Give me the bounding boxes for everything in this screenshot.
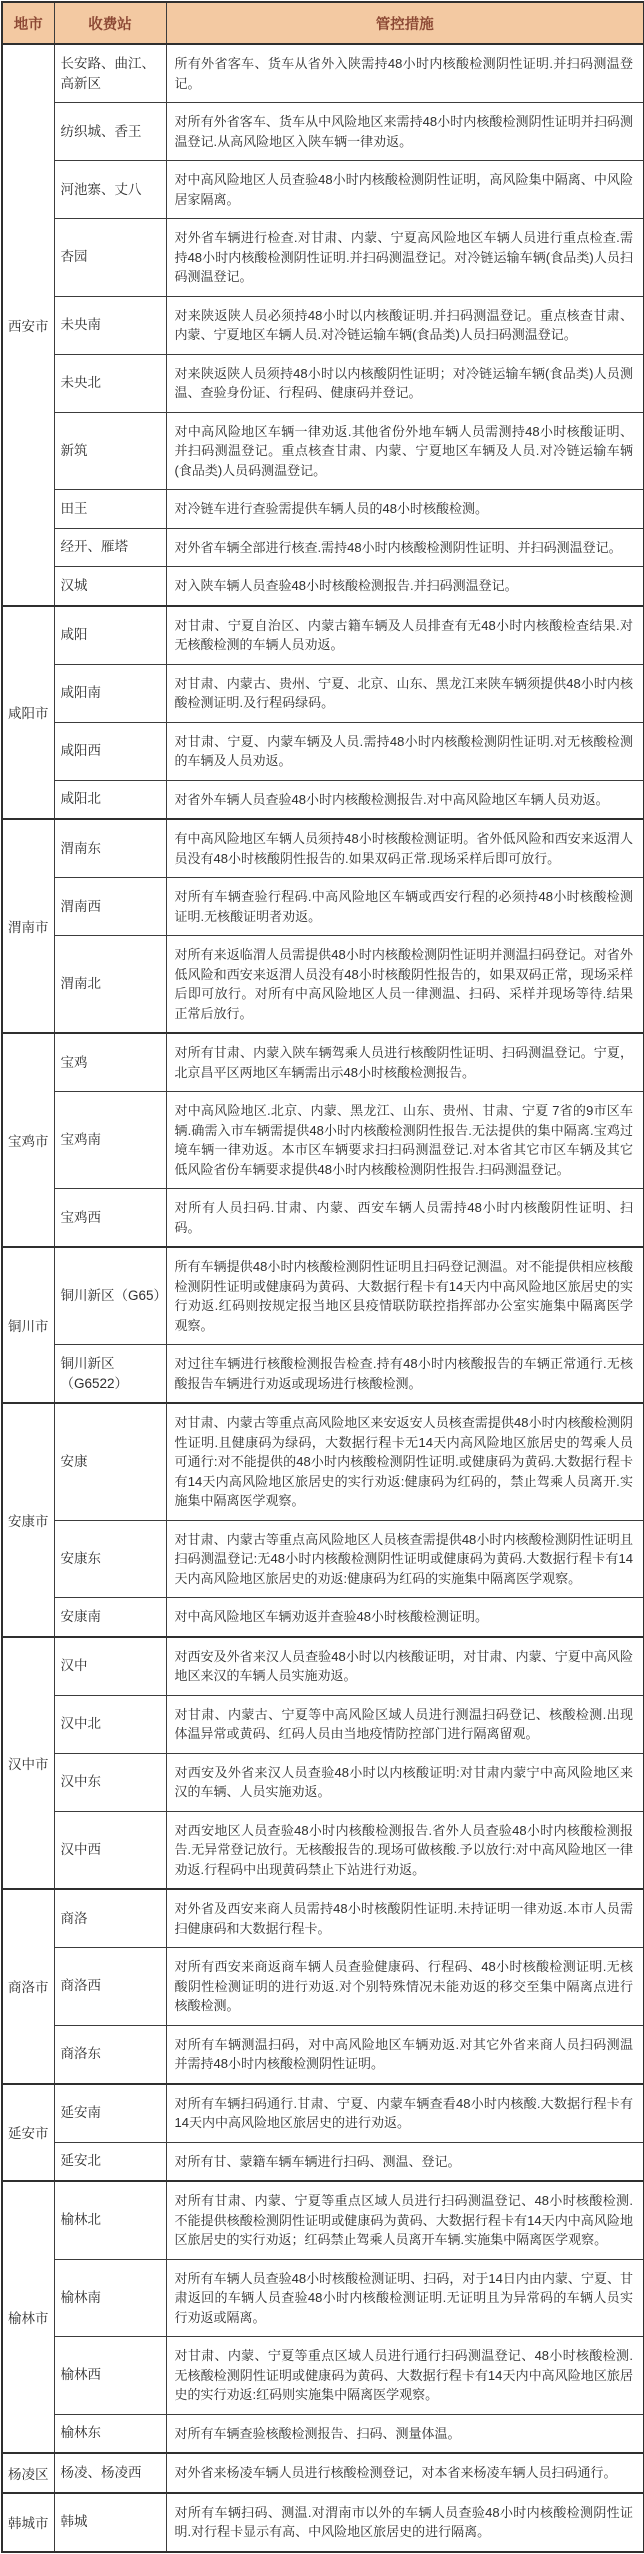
table-row <box>2 2025 644 2084</box>
table-row <box>2 354 644 412</box>
table-row <box>2 1811 644 1889</box>
table-body <box>2 44 644 2552</box>
station-cell: 咸阳南 <box>54 664 166 722</box>
measure-cell: 有中高风险地区车辆人员须持48小时核酸检测证明。省外低风险和西安来返渭人员没有48小时核酸阴性报告的.如果双码正常.现场采样后即可放行。 <box>166 819 644 878</box>
table-row <box>2 296 644 354</box>
table-row <box>2 219 644 297</box>
table-row <box>2 2414 644 2453</box>
city-cell: 延安市 <box>2 2084 54 2182</box>
city-cell: 渭南市 <box>2 819 54 1033</box>
measure-cell: 对所有甘肃、内蒙入陕车辆驾乘人员进行核酸阴性证明、扫码测温登记。宁夏，北京昌平区两地区车辆需出示48小时核酸检测报告。 <box>166 1033 644 1092</box>
station-cell: 榆林西 <box>54 2337 166 2415</box>
measure-cell: 对甘肃、内蒙古、宁夏等中高风险区域人员进行测温扫码登记、核酸检测.出现体温异常或黄码、红码人员由当地疫情防控部门进行隔离留观。 <box>166 1695 644 1753</box>
table-row <box>2 1247 644 1345</box>
measure-cell: 所有外省客车、货车从省外入陕需持48小时内核酸检测阴性证明.并扫码测温登记。 <box>166 44 644 103</box>
station-cell: 汉中 <box>54 1637 166 1696</box>
table-row <box>2 819 644 878</box>
measure-cell: 对中高风险地区.北京、内蒙、黑龙江、山东、贵州、甘肃、宁夏 7省的9市区车辆.确需入市车辆需提供48小时内核酸检测阴性报告.无法提供的集中隔离.宝鸡过境车辆一律劝返。本市区车辆要求扫扫码测温登记.对本省其它市区车辆及其它低风险省份车辆要求提供48小时内核酸检测阴性报告.扫码测温登记。 <box>166 1092 644 1189</box>
city-cell: 榆林市 <box>2 2181 54 2453</box>
station-cell: 汉中东 <box>54 1753 166 1811</box>
station-cell: 宝鸡西 <box>54 1189 166 1248</box>
measure-cell: 对西安地区人员查验48小时内核酸检测报告.省外人员查验48小时内核酸检测报告.无异常登记放行。无核酸报告的.现场可做核酸.予以放行:对中高风险地区一律劝返.行程码中出现黄码禁止下站进行劝返。 <box>166 1811 644 1889</box>
measure-cell: 对所有西安来商返商车辆人员查验健康码、行程码、48小时核酸检测证明.无核酸阴性检测证明的进行劝返.对个别特殊情况未能劝返的移交至集中隔离点进行核酸检测。 <box>166 1948 644 2026</box>
station-cell: 渭南东 <box>54 819 166 878</box>
station-cell: 榆林南 <box>54 2259 166 2337</box>
measure-cell: 对所有甘、蒙籍车辆车辆进行扫码、测温、登记。 <box>166 2142 644 2181</box>
measure-cell: 对所有甘肃、内蒙、宁夏等重点区域人员进行扫码测温登记、48小时核酸检测.不能提供核酸检测阴性证明或健康码为黄码、大数据行程卡有14天内中高风险地区旅居史的实行劝返；红码禁止驾乘人员离开车辆.实施集中隔离医学观察。 <box>166 2181 644 2259</box>
measure-cell: 对所有车辆查验行程码.中高风险地区车辆或西安行程的必须持48小时核酸检测证明.无核酸证明者劝返。 <box>166 878 644 936</box>
city-cell: 安康市 <box>2 1403 54 1637</box>
station-cell: 铜川新区（G65） <box>54 1247 166 1345</box>
measure-cell: 所有车辆提供48小时内核酸检测阴性证明且扫码登记测温。对不能提供相应核酸检测阴性证明或健康码为黄码、大数据行程卡有14天内中高风险地区旅居史的实行劝返.红码则按规定报当地区县疫情联防联控指挥部办公室实施集中隔离医学观察。 <box>166 1247 644 1345</box>
station-cell: 杨凌、杨凌西 <box>54 2453 166 2493</box>
table-row <box>2 2453 644 2493</box>
station-cell: 纺织城、香王 <box>54 103 166 161</box>
station-cell: 咸阳西 <box>54 722 166 780</box>
header-station: 收费站 <box>54 2 166 44</box>
station-cell: 汉中西 <box>54 1811 166 1889</box>
table-row <box>2 2084 644 2143</box>
header-measure: 管控措施 <box>166 2 644 44</box>
table-row <box>2 2493 644 2552</box>
measure-cell: 对甘肃、内蒙、宁夏等重点区域人员进行通行扫码测温登记、48小时核酸检测.无核酸检测阴性证明或健康码为黄码、大数据行程卡有14天内中高风险地区旅居史的实行劝返:红码则实施集中隔离医学观察。 <box>166 2337 644 2415</box>
station-cell: 田王 <box>54 490 166 529</box>
table-row <box>2 1637 644 1696</box>
measure-cell: 对省外车辆人员查验48小时内核酸检测报告.对中高风险地区车辆人员劝返。 <box>166 780 644 819</box>
measure-cell: 对甘肃、内蒙古、贵州、宁夏、北京、山东、黑龙江来陕车辆须提供48小时内核酸检测证明.及行程码绿码。 <box>166 664 644 722</box>
city-cell: 宝鸡市 <box>2 1033 54 1247</box>
table-row <box>2 1345 644 1404</box>
station-cell: 渭南北 <box>54 936 166 1034</box>
table-row <box>2 1948 644 2026</box>
measure-cell: 对过往车辆进行核酸检测报告检查.持有48小时内核酸报告的车辆正常通行.无核酸报告车辆进行劝返或现场进行核酸检测。 <box>166 1345 644 1404</box>
station-cell: 杏园 <box>54 219 166 297</box>
measure-cell: 对所有外省客车、货车从中风险地区来需持48小时内核酸检测阴性证明并扫码测温登记.从高风险地区入陕车辆一律劝返。 <box>166 103 644 161</box>
station-cell: 安康东 <box>54 1520 166 1598</box>
table-row <box>2 528 644 567</box>
measure-cell: 对甘肃、宁夏自治区、内蒙古籍车辆及人员排查有无48小时内核酸检查结果.对无核酸检测的车辆人员劝返。 <box>166 606 644 665</box>
table-row <box>2 2181 644 2259</box>
station-cell: 宝鸡南 <box>54 1092 166 1189</box>
station-cell: 渭南西 <box>54 878 166 936</box>
table-row <box>2 1753 644 1811</box>
measure-cell: 对外省来杨凌车辆人员进行核酸检测登记，对本省来杨凌车辆人员扫码通行。 <box>166 2453 644 2493</box>
station-cell: 宝鸡 <box>54 1033 166 1092</box>
measure-cell: 对所有车辆测温扫码，对中高风险地区车辆劝返.对其它外省来商人员扫码测温并需持48小时内核酸检测阴性证明。 <box>166 2025 644 2084</box>
station-cell: 咸阳 <box>54 606 166 665</box>
measure-cell: 对所有车辆扫码、测温.对渭南市以外的车辆人员查验48小时内核酸检测阴性证明.对行程卡显示有高、中风险地区旅居史的进行隔离。 <box>166 2493 644 2552</box>
table-row <box>2 1033 644 1092</box>
station-cell: 榆林北 <box>54 2181 166 2259</box>
table-row <box>2 103 644 161</box>
station-cell: 商洛 <box>54 1889 166 1948</box>
table-row <box>2 2337 644 2415</box>
measure-cell: 对甘肃、内蒙古等重点高风险地区人员核查需提供48小时内核酸检测阴性证明且扫码测温登记:无48小时内核酸检测阴性证明或健康码为黄码.大数据行程卡有14天内高风险地区旅居史的劝返:健康码为红码的实施集中隔离医学观察。 <box>166 1520 644 1598</box>
city-cell: 汉中市 <box>2 1637 54 1890</box>
measure-cell: 对中高风险地区车辆一律劝返.其他省份外地车辆人员需测持48小时核酸证明、并扫码测温登记。重点核查甘肃、内蒙、宁夏地区车辆及人员.对冷链运输车辆(食品类)人员码测温登记。 <box>166 412 644 490</box>
station-cell: 汉中北 <box>54 1695 166 1753</box>
control-measures-table <box>1 1 644 2553</box>
measure-cell: 对外省车辆进行检查.对甘肃、内蒙、宁夏高风险地区车辆人员进行重点检查.需持48小时内核酸检测阴性证明.并扫码测温登记。对冷链运输车辆(食品类)人员扫码测温登记。 <box>166 219 644 297</box>
city-cell: 韩城市 <box>2 2493 54 2552</box>
table-row <box>2 1189 644 1248</box>
table-row <box>2 1598 644 1637</box>
station-cell: 延安北 <box>54 2142 166 2181</box>
measure-cell: 对甘肃、内蒙古等重点高风险地区来安返安人员核查需提供48小时内核酸检测阴性证明.且健康码为绿码，大数据行程卡无14天内高风险地区旅居史的驾乘人员可通行:对不能提供的48小时内核酸检测阴性证明.或健康码为黄码.大数据行程卡有14天内高风险地区旅居史的实行劝返:健康码为红码的，禁止驾乘人员离开.实施集中隔离医学观察。 <box>166 1403 644 1520</box>
station-cell: 长安路、曲江、高新区 <box>54 44 166 103</box>
city-cell: 杨凌区 <box>2 2453 54 2493</box>
table-row <box>2 1889 644 1948</box>
station-cell: 未央南 <box>54 296 166 354</box>
measure-cell: 对所有人员扫码.甘肃、内蒙、西安车辆人员需持48小时内核酸阴性证明、扫码。 <box>166 1189 644 1248</box>
table-row <box>2 1695 644 1753</box>
city-cell: 西安市 <box>2 44 54 606</box>
station-cell: 铜川新区（G6522） <box>54 1345 166 1404</box>
measure-cell: 对所有车辆人员查验48小时核酸检测证明、扫码，对于14日内由内蒙、宁夏、甘肃返回的车辆人员查验48小时内核酸检测证明.无证明且为异常码的车辆人员实行劝返或隔离。 <box>166 2259 644 2337</box>
station-cell: 韩城 <box>54 2493 166 2552</box>
table-row <box>2 606 644 665</box>
station-cell: 商洛西 <box>54 1948 166 2026</box>
table-row <box>2 878 644 936</box>
table-row <box>2 936 644 1034</box>
station-cell: 新筑 <box>54 412 166 490</box>
table-row <box>2 780 644 819</box>
table-row <box>2 490 644 529</box>
measure-cell: 对中高风险地区车辆劝返并查验48小时核酸检测证明。 <box>166 1598 644 1637</box>
measure-cell: 对西安及外省来汉人员查验48小时以内核酸证明，对甘肃、内蒙、宁夏中高风险地区来汉的车辆人员实施劝返。 <box>166 1637 644 1696</box>
station-cell: 商洛东 <box>54 2025 166 2084</box>
station-cell: 安康 <box>54 1403 166 1520</box>
station-cell: 经开、雁塔 <box>54 528 166 567</box>
measure-cell: 对来陕返陕人员须持48小时以内核酸阴性证明；对冷链运输车辆(食品类)人员测温、查验身份证、行程码、健康码并登记。 <box>166 354 644 412</box>
table-row <box>2 2142 644 2181</box>
table-row <box>2 567 644 606</box>
table-row <box>2 412 644 490</box>
measure-cell: 对入陕车辆人员查验48小时核酸检测报告.并扫码测温登记。 <box>166 567 644 606</box>
table-row <box>2 1092 644 1189</box>
measure-cell: 对西安及外省来汉人员查验48小时以内核酸证明:对甘肃内蒙宁中高风险地区来汉的车辆、人员实施劝返。 <box>166 1753 644 1811</box>
measure-cell: 对来陕返陕人员必须持48小时以内核酸证明.并扫码测温登记。重点核查甘肃、内蒙、宁夏地区车辆人员.对冷链运输车辆(食品类)人员扫码测温登记。 <box>166 296 644 354</box>
station-cell: 咸阳北 <box>54 780 166 819</box>
table-row <box>2 1520 644 1598</box>
station-cell: 河池寨、丈八 <box>54 161 166 219</box>
measure-cell: 对外省车辆全部进行核查.需持48小时内核酸检测阴性证明、并扫码测温登记。 <box>166 528 644 567</box>
measure-cell: 对外省及西安来商人员需持48小时核酸阴性证明.未持证明一律劝返.本市人员需扫健康码和大数据行程卡。 <box>166 1889 644 1948</box>
station-cell: 延安南 <box>54 2084 166 2143</box>
station-cell: 榆林东 <box>54 2414 166 2453</box>
station-cell: 未央北 <box>54 354 166 412</box>
measure-cell: 对所有来返临渭人员需提供48小时内核酸检测阴性证明并测温扫码登记。对省外低风险和西安来返渭人员没有48小时核酸阴性报告的，如果双码正常，现场采样后即可放行。对所有中高风险地区人员一律测温、扫码、采样并现场等待.结果正常后放行。 <box>166 936 644 1034</box>
city-cell: 商洛市 <box>2 1889 54 2084</box>
measure-cell: 对甘肃、宁夏、内蒙车辆及人员.需持48小时内核酸检测阴性证明.对无核酸检测的车辆及人员劝返。 <box>166 722 644 780</box>
city-cell: 咸阳市 <box>2 606 54 820</box>
measure-cell: 对冷链车进行查验需提供车辆人员的48小时核酸检测。 <box>166 490 644 529</box>
header-city: 地市 <box>2 2 54 44</box>
table-header <box>2 2 644 44</box>
table-row <box>2 2259 644 2337</box>
city-cell: 铜川市 <box>2 1247 54 1403</box>
table-row <box>2 1403 644 1520</box>
measure-cell: 对所有车辆扫码通行.甘肃、宁夏、内蒙车辆查看48小时内核酸.大数据行程卡有14天内中高风险地区旅居史的进行劝返。 <box>166 2084 644 2143</box>
station-cell: 汉城 <box>54 567 166 606</box>
measure-cell: 对中高风险地区人员查验48小时内核酸检测阴性证明，高风险集中隔离、中风险居家隔离。 <box>166 161 644 219</box>
measure-cell: 对所有车辆查验核酸检测报告、扫码、测量体温。 <box>166 2414 644 2453</box>
table-row <box>2 161 644 219</box>
table-row <box>2 44 644 103</box>
table-row <box>2 664 644 722</box>
table-row <box>2 722 644 780</box>
station-cell: 安康南 <box>54 1598 166 1637</box>
